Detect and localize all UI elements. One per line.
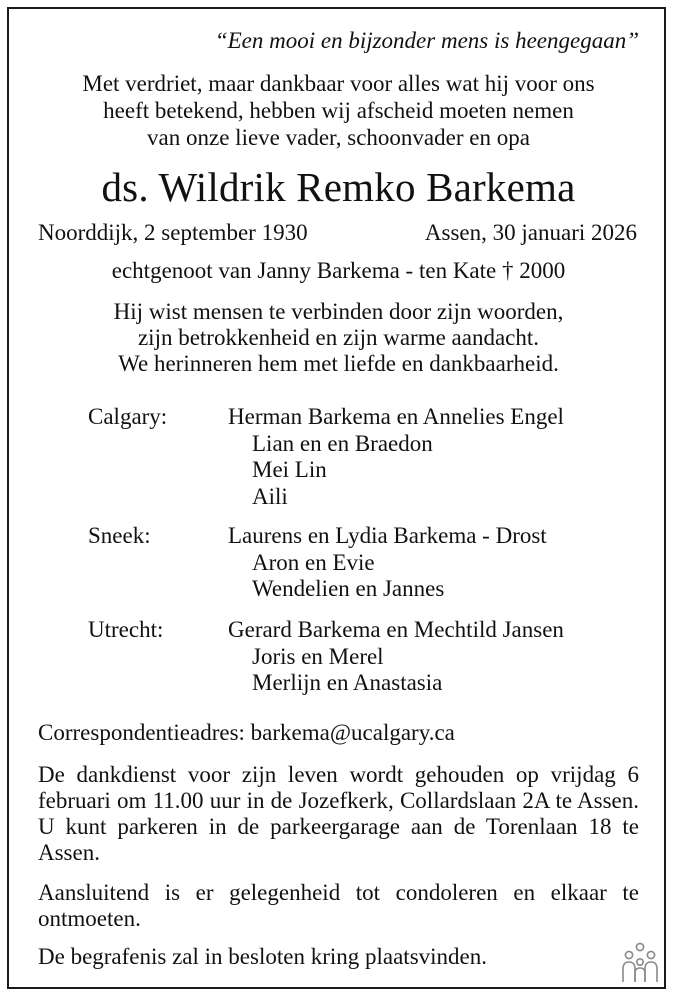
birth-place-date: Noorddijk, 2 september 1930: [38, 220, 308, 245]
spouse-line: echtgenoot van Janny Barkema - ten Kate † 2000: [111, 258, 566, 283]
tribute-line: Hij wist mensen te verbinden door zijn woorden,: [113, 299, 564, 324]
service-details: De dankdienst voor zijn leven wordt gehouden op vrijdag 6 februari om 11.00 uur in de Jozefkerk, Collardslaan 2A te Assen. U kunt parkeren in de parkeergarage aan de Torenlaan 18 te Assen.: [38, 762, 639, 865]
death-place-date: Assen, 30 januari 2026: [424, 220, 637, 245]
correspondence-address: Correspondentieadres: barkema@ucalgary.ca: [38, 720, 455, 745]
intro-line: heeft betekend, hebben wij afscheid moeten nemen: [103, 98, 574, 123]
opening-quote: “Een mooi en bijzonder mens is heengegaan”: [214, 28, 639, 53]
family-city: Calgary:: [88, 404, 168, 429]
family-children: Aron en Evie: [252, 549, 375, 575]
family-children: Merlijn en Anastasia: [252, 670, 443, 695]
family-children: Lian en en Braedon: [252, 430, 433, 456]
deceased-name: ds. Wildrik Remko Barkema: [101, 164, 576, 210]
family-people-icon: [618, 942, 662, 984]
intro-line: Met verdriet, maar dankbaar voor alles wat hij voor ons: [82, 71, 595, 96]
family-couple: Gerard Barkema en Mechtild Jansen: [228, 617, 564, 642]
family-city: Sneek:: [88, 523, 151, 548]
family-city: Utrecht:: [88, 617, 164, 642]
family-children: Mei Lin: [252, 457, 327, 482]
condolence-details: Aansluitend is er gelegenheid tot condoleren en elkaar te ontmoeten.: [38, 880, 639, 931]
family-children: Aili: [252, 483, 288, 509]
tribute-line: We herinneren hem met liefde en dankbaarheid.: [118, 351, 559, 376]
intro-text: [0, 70, 677, 151]
intro-line: van onze lieve vader, schoonvader en opa: [147, 125, 530, 150]
tribute-line: zijn betrokkenheid en zijn warme aandacht.: [137, 325, 540, 350]
tribute-text: [0, 299, 677, 377]
burial-note: De begrafenis zal in besloten kring plaatsvinden.: [38, 944, 487, 969]
family-children: Joris en Merel: [252, 643, 384, 669]
family-children: Wendelien en Jannes: [252, 576, 445, 601]
family-couple: Laurens en Lydia Barkema - Drost: [228, 523, 547, 548]
family-couple: Herman Barkema en Annelies Engel: [228, 404, 564, 429]
